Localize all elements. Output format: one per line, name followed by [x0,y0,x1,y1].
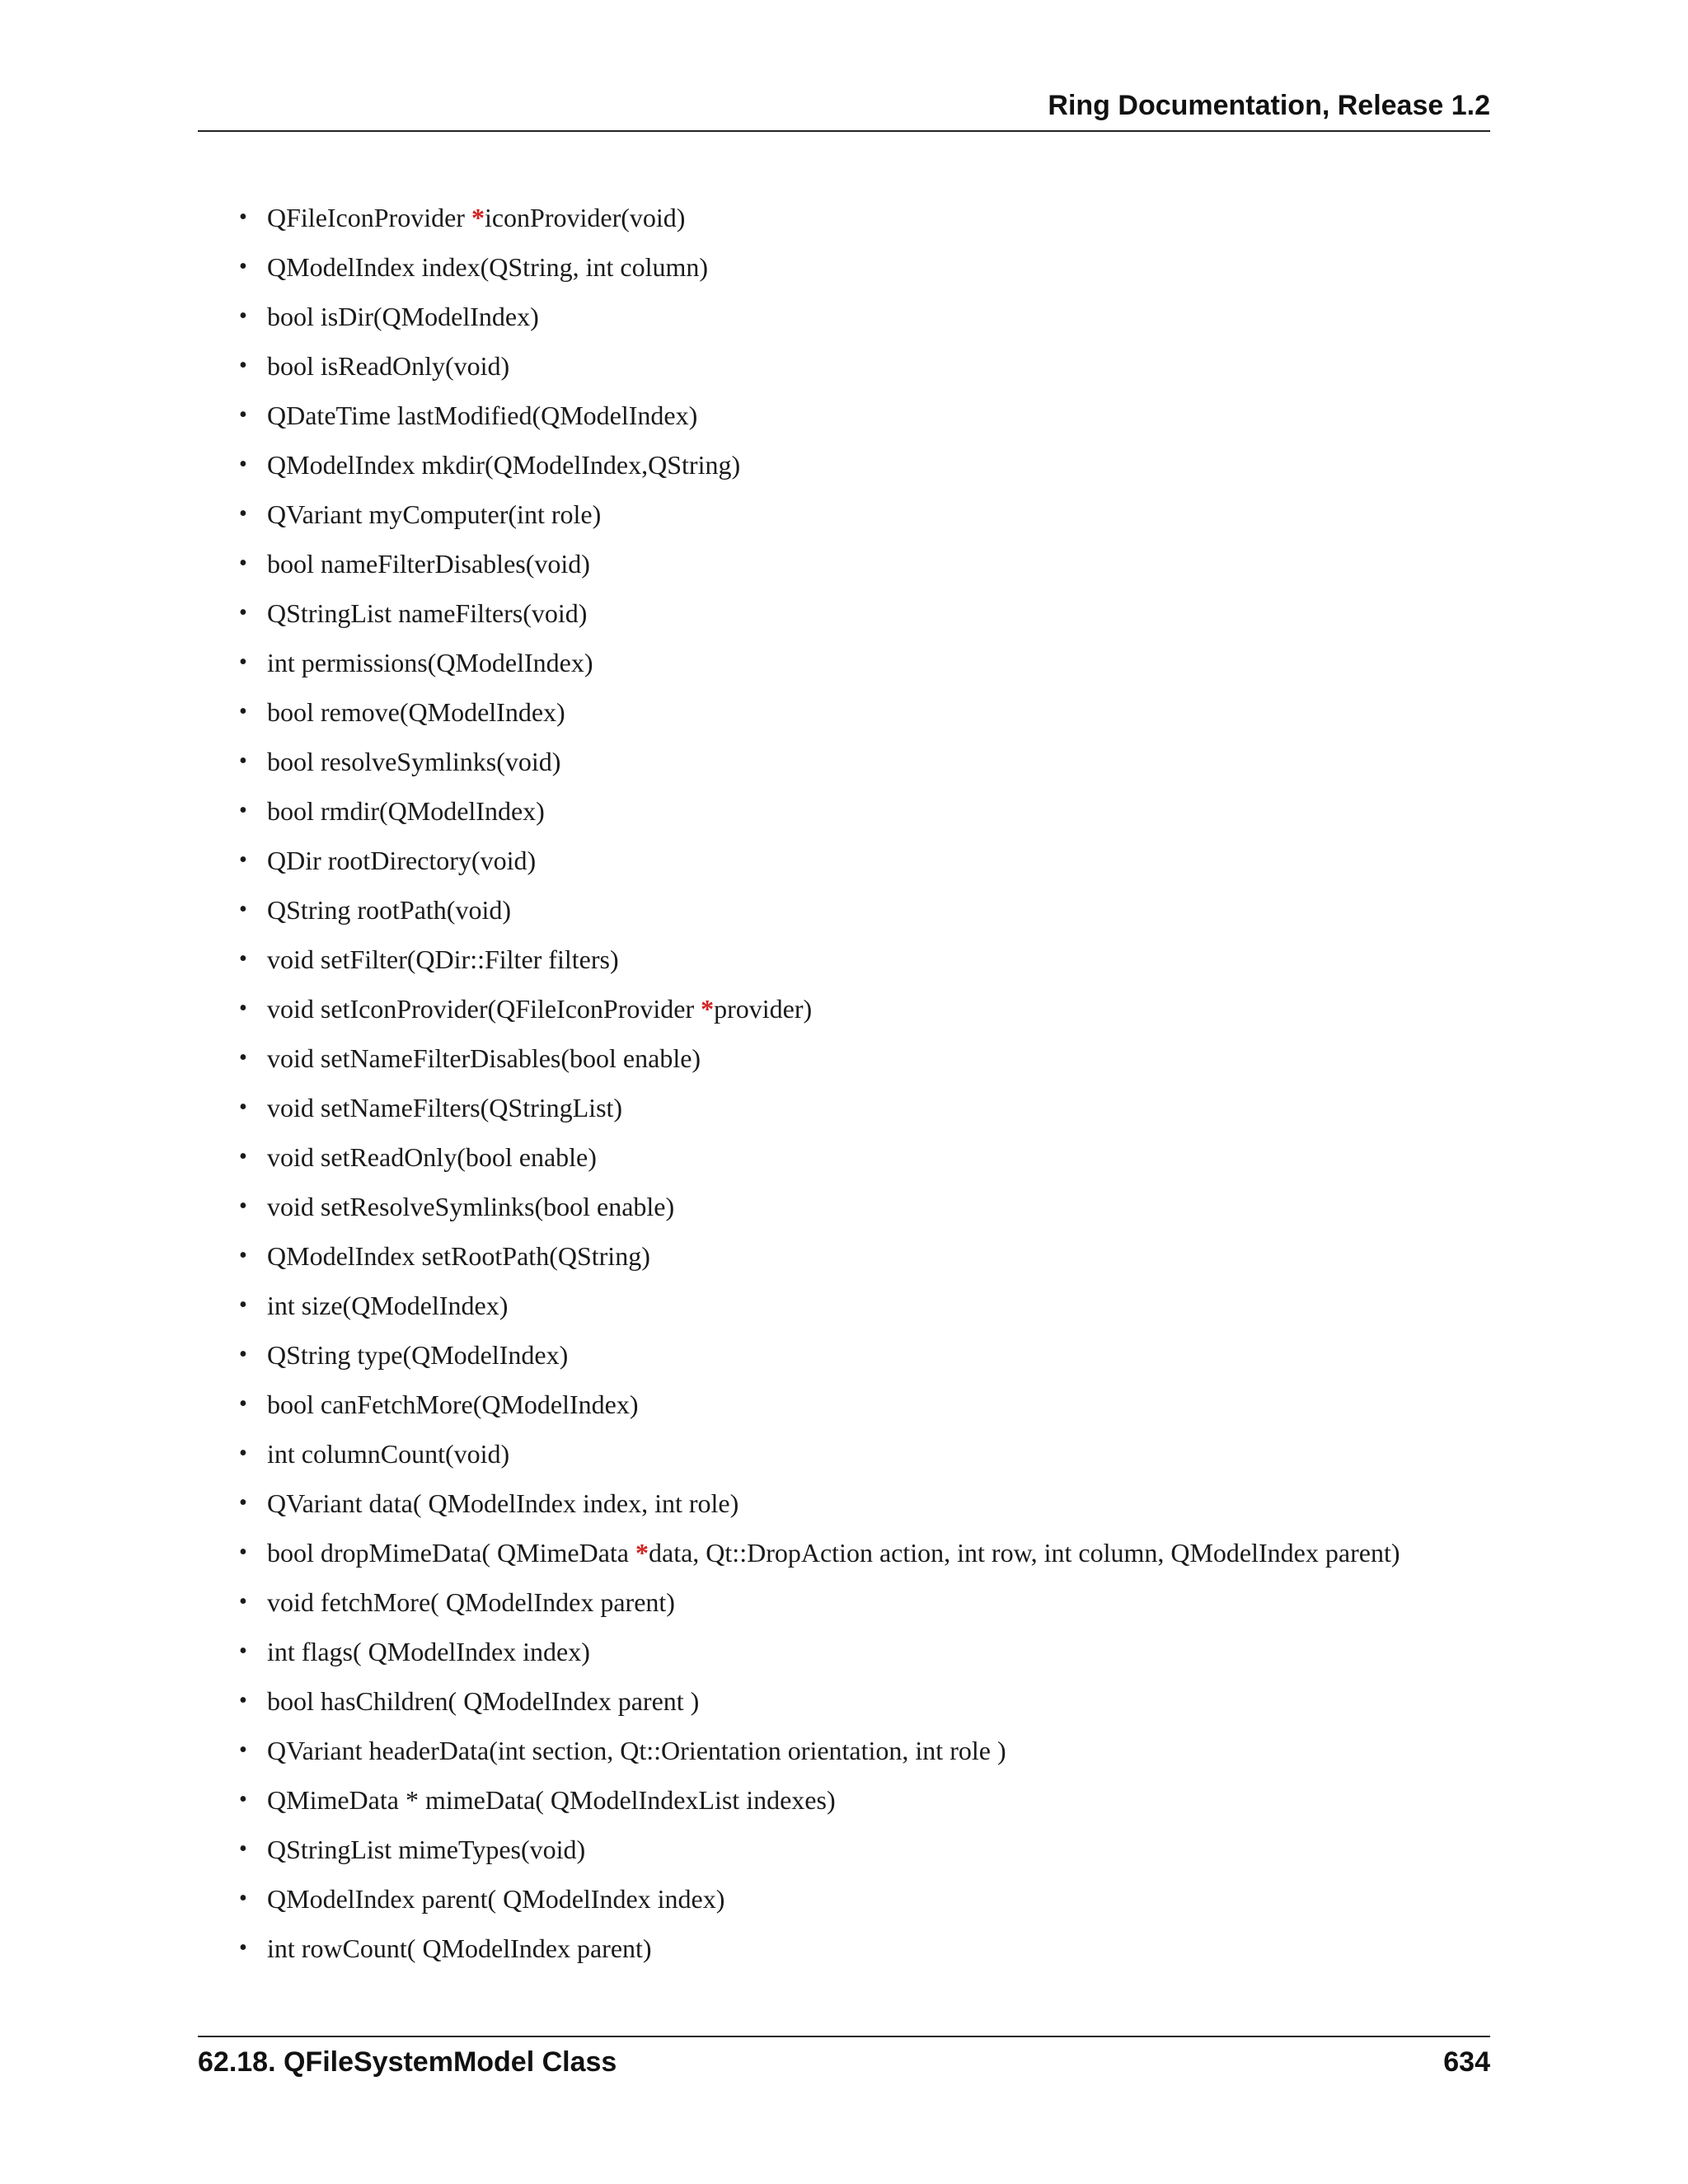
method-signature: QVariant data( QModelIndex index, int role) [267,1488,739,1518]
method-signature: int flags( QModelIndex index) [267,1637,590,1666]
list-item [198,1579,1517,1629]
method-signature: bool resolveSymlinks(void) [267,747,561,776]
page-header [198,89,1490,132]
method-signature: QDateTime lastModified(QModelIndex) [267,401,698,430]
method-signature: int rowCount( QModelIndex parent) [267,1933,652,1963]
bullet-icon: • [239,1144,247,1169]
method-signature: void fetchMore( QModelIndex parent) [267,1587,675,1617]
method-signature: bool rmdir(QModelIndex) [267,796,545,826]
bullet-icon: • [239,1391,247,1417]
method-signature: QFileIconProvider [267,203,471,232]
list-item [198,837,1517,887]
method-signature: bool remove(QModelIndex) [267,697,565,727]
method-signature: QMimeData * mimeData( QModelIndexList indexes) [267,1785,836,1815]
bullet-icon: • [239,649,247,675]
bullet-icon: • [239,1045,247,1071]
list-item [198,887,1517,936]
method-signature: bool hasChildren( QModelIndex parent ) [267,1686,700,1716]
bullet-icon: • [239,1540,247,1565]
list-item [198,1925,1517,1975]
bullet-icon: • [239,699,247,724]
method-signature: QStringList nameFilters(void) [267,598,588,628]
list-item [198,244,1517,293]
bullet-icon: • [239,1638,247,1664]
bullet-icon: • [239,1787,247,1812]
list-item [198,1678,1517,1727]
method-signature: void setFilter(QDir::Filter filters) [267,944,619,974]
method-signature: QModelIndex parent( QModelIndex index) [267,1884,725,1914]
bullet-icon: • [239,1094,247,1120]
list-item [198,1035,1517,1085]
bullet-icon: • [239,204,247,230]
method-signature: int columnCount(void) [267,1439,510,1469]
list-item [198,738,1517,788]
bullet-icon: • [239,1490,247,1516]
section-title: 62.18. QFileSystemModel Class [198,2046,617,2078]
list-item [198,986,1517,1035]
method-signature: bool canFetchMore(QModelIndex) [267,1390,639,1419]
method-signature: int size(QModelIndex) [267,1291,509,1320]
list-item [198,689,1517,738]
bullet-icon: • [239,1935,247,1961]
bullet-icon: • [239,897,247,922]
method-signature: QModelIndex index(QString, int column) [267,252,709,282]
list-item [198,1629,1517,1678]
method-signature: QVariant myComputer(int role) [267,499,602,529]
page-footer [198,2036,1490,2087]
method-signature: QModelIndex setRootPath(QString) [267,1241,650,1271]
list-item [198,1826,1517,1876]
list-item [198,788,1517,837]
list-item [198,1085,1517,1134]
list-item [198,1381,1517,1431]
bullet-icon: • [239,748,247,774]
method-signature: QVariant headerData(int section, Qt::Orientation orientation, int role ) [267,1736,1006,1765]
list-item [198,194,1517,244]
method-signature: void setNameFilterDisables(bool enable) [267,1043,701,1073]
method-signature-rest: provider) [714,994,813,1024]
bullet-icon: • [239,1292,247,1318]
method-list [198,194,1517,1975]
list-item [198,1233,1517,1282]
list-item [198,1282,1517,1332]
pointer-marker: * [471,203,485,232]
method-signature: bool dropMimeData( QMimeData [267,1538,635,1568]
list-item [198,392,1517,442]
method-signature: bool nameFilterDisables(void) [267,549,590,579]
bullet-icon: • [239,303,247,329]
method-signature: QModelIndex mkdir(QModelIndex,QString) [267,450,741,480]
bullet-icon: • [239,1243,247,1268]
list-item [198,1480,1517,1530]
bullet-icon: • [239,1886,247,1911]
list-item [198,936,1517,986]
method-signature: int permissions(QModelIndex) [267,648,593,677]
bullet-icon: • [239,600,247,626]
method-signature: QDir rootDirectory(void) [267,846,537,875]
bullet-icon: • [239,353,247,378]
method-signature: void setResolveSymlinks(bool enable) [267,1192,675,1221]
list-item [198,1777,1517,1826]
bullet-icon: • [239,1737,247,1763]
bullet-icon: • [239,946,247,972]
list-item [198,442,1517,491]
list-item [198,343,1517,392]
list-item [198,590,1517,640]
method-signature: QString rootPath(void) [267,895,511,925]
bullet-icon: • [239,402,247,428]
document-title: Ring Documentation, Release 1.2 [1048,90,1490,121]
list-item [198,491,1517,541]
method-signature: QString type(QModelIndex) [267,1340,569,1370]
bullet-icon: • [239,501,247,527]
bullet-icon: • [239,1193,247,1219]
bullet-icon: • [239,996,247,1021]
bullet-icon: • [239,1342,247,1367]
pointer-marker: * [635,1538,649,1568]
list-item [198,1727,1517,1777]
list-item [198,640,1517,689]
list-item [198,1332,1517,1381]
method-signature: void setIconProvider(QFileIconProvider [267,994,701,1024]
bullet-icon: • [239,1589,247,1615]
list-item [198,1530,1517,1579]
method-signature-rest: iconProvider(void) [484,203,686,232]
bullet-icon: • [239,1836,247,1862]
list-item [198,293,1517,343]
bullet-icon: • [239,798,247,823]
pointer-marker: * [701,994,715,1024]
method-signature: bool isDir(QModelIndex) [267,302,539,331]
bullet-icon: • [239,847,247,873]
list-item [198,1183,1517,1233]
list-item [198,1134,1517,1183]
bullet-icon: • [239,1688,247,1713]
bullet-icon: • [239,254,247,279]
list-item [198,1876,1517,1925]
method-signature: QStringList mimeTypes(void) [267,1835,586,1864]
method-signature: void setNameFilters(QStringList) [267,1093,623,1122]
method-signature: bool isReadOnly(void) [267,351,510,381]
bullet-icon: • [239,1441,247,1466]
bullet-icon: • [239,452,247,477]
bullet-icon: • [239,551,247,576]
method-signature: void setReadOnly(bool enable) [267,1142,597,1172]
list-item [198,1431,1517,1480]
method-signature-rest: data, Qt::DropAction action, int row, int column, QModelIndex parent) [649,1538,1400,1568]
list-item [198,541,1517,590]
page-number: 634 [1443,2046,1490,2078]
